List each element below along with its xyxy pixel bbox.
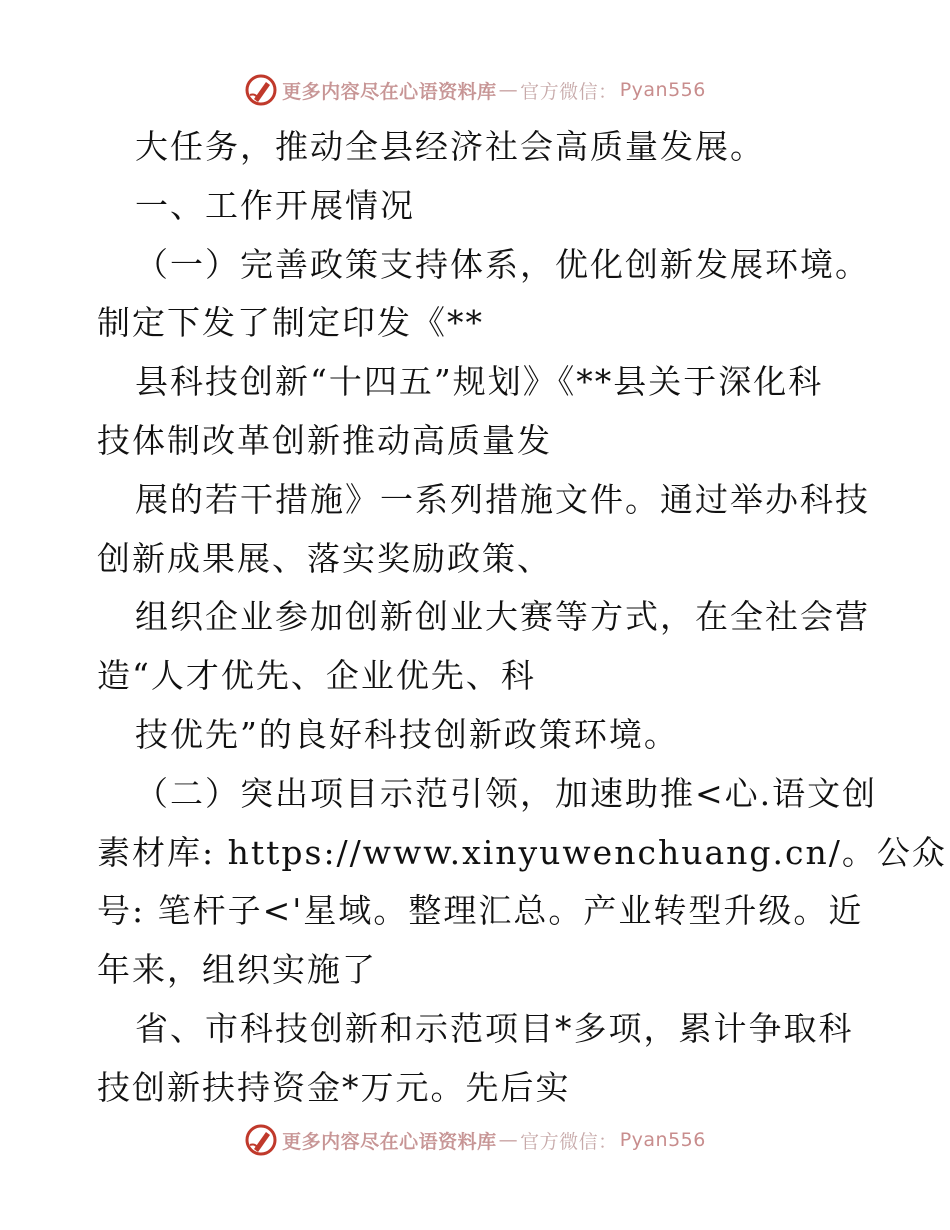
text-line: 省、市科技创新和示范项目*多项，累计争取科 <box>135 1008 854 1048</box>
header-watermark <box>0 70 950 110</box>
watermark-separator: — <box>498 79 519 101</box>
text-line: 展的若干措施》一系列措施文件。通过举办科技 <box>135 479 870 519</box>
pen-logo-icon <box>244 73 278 107</box>
text-line: 制定下发了制定印发《** <box>97 303 484 343</box>
document-body <box>97 118 947 1118</box>
watermark-title: 更多内容尽在心语资料库 <box>282 80 497 103</box>
text-line: 技创新扶持资金*万元。先后实 <box>97 1067 571 1107</box>
watermark-separator: — <box>498 1129 519 1151</box>
watermark-wechat-id: Pyan556 <box>619 79 706 101</box>
footer-watermark <box>0 1120 950 1160</box>
text-line: 技体制改革创新推动高质量发 <box>97 420 552 460</box>
text-line: 年来，组织实施了 <box>97 950 377 990</box>
pen-logo-icon <box>244 1123 278 1157</box>
text-line: 大任务，推动全县经济社会高质量发展。 <box>135 127 765 166</box>
text-line: 造“人才优先、企业优先、科 <box>97 656 536 696</box>
watermark-wechat-id: Pyan556 <box>619 1129 706 1151</box>
text-line: 组织企业参加创新创业大赛等方式，在全社会营 <box>135 597 870 637</box>
text-line: 创新成果展、落实奖励政策、 <box>97 538 552 578</box>
watermark-wechat-label: 官方微信： <box>520 80 618 103</box>
text-line: 一、工作开展情况 <box>135 185 415 225</box>
text-line: 县科技创新“十四五”规划》《**县关于深化科 <box>135 362 824 402</box>
watermark-wechat-label: 官方微信： <box>520 1130 618 1153</box>
text-line: （二）突出项目示范引领，加速助推<心.语文创 <box>135 773 878 813</box>
watermark-title: 更多内容尽在心语资料库 <box>282 1130 497 1153</box>
text-line: 技优先”的良好科技创新政策环境。 <box>135 714 679 754</box>
text-line: 号: 笔杆子<'星域。整理汇总。产业转型升级。近 <box>97 891 864 931</box>
text-line: 素材库: https://www.xinyuwenchuang.cn/。公众 <box>97 832 947 872</box>
text-line: （一）完善政策支持体系，优化创新发展环境。 <box>135 244 870 284</box>
